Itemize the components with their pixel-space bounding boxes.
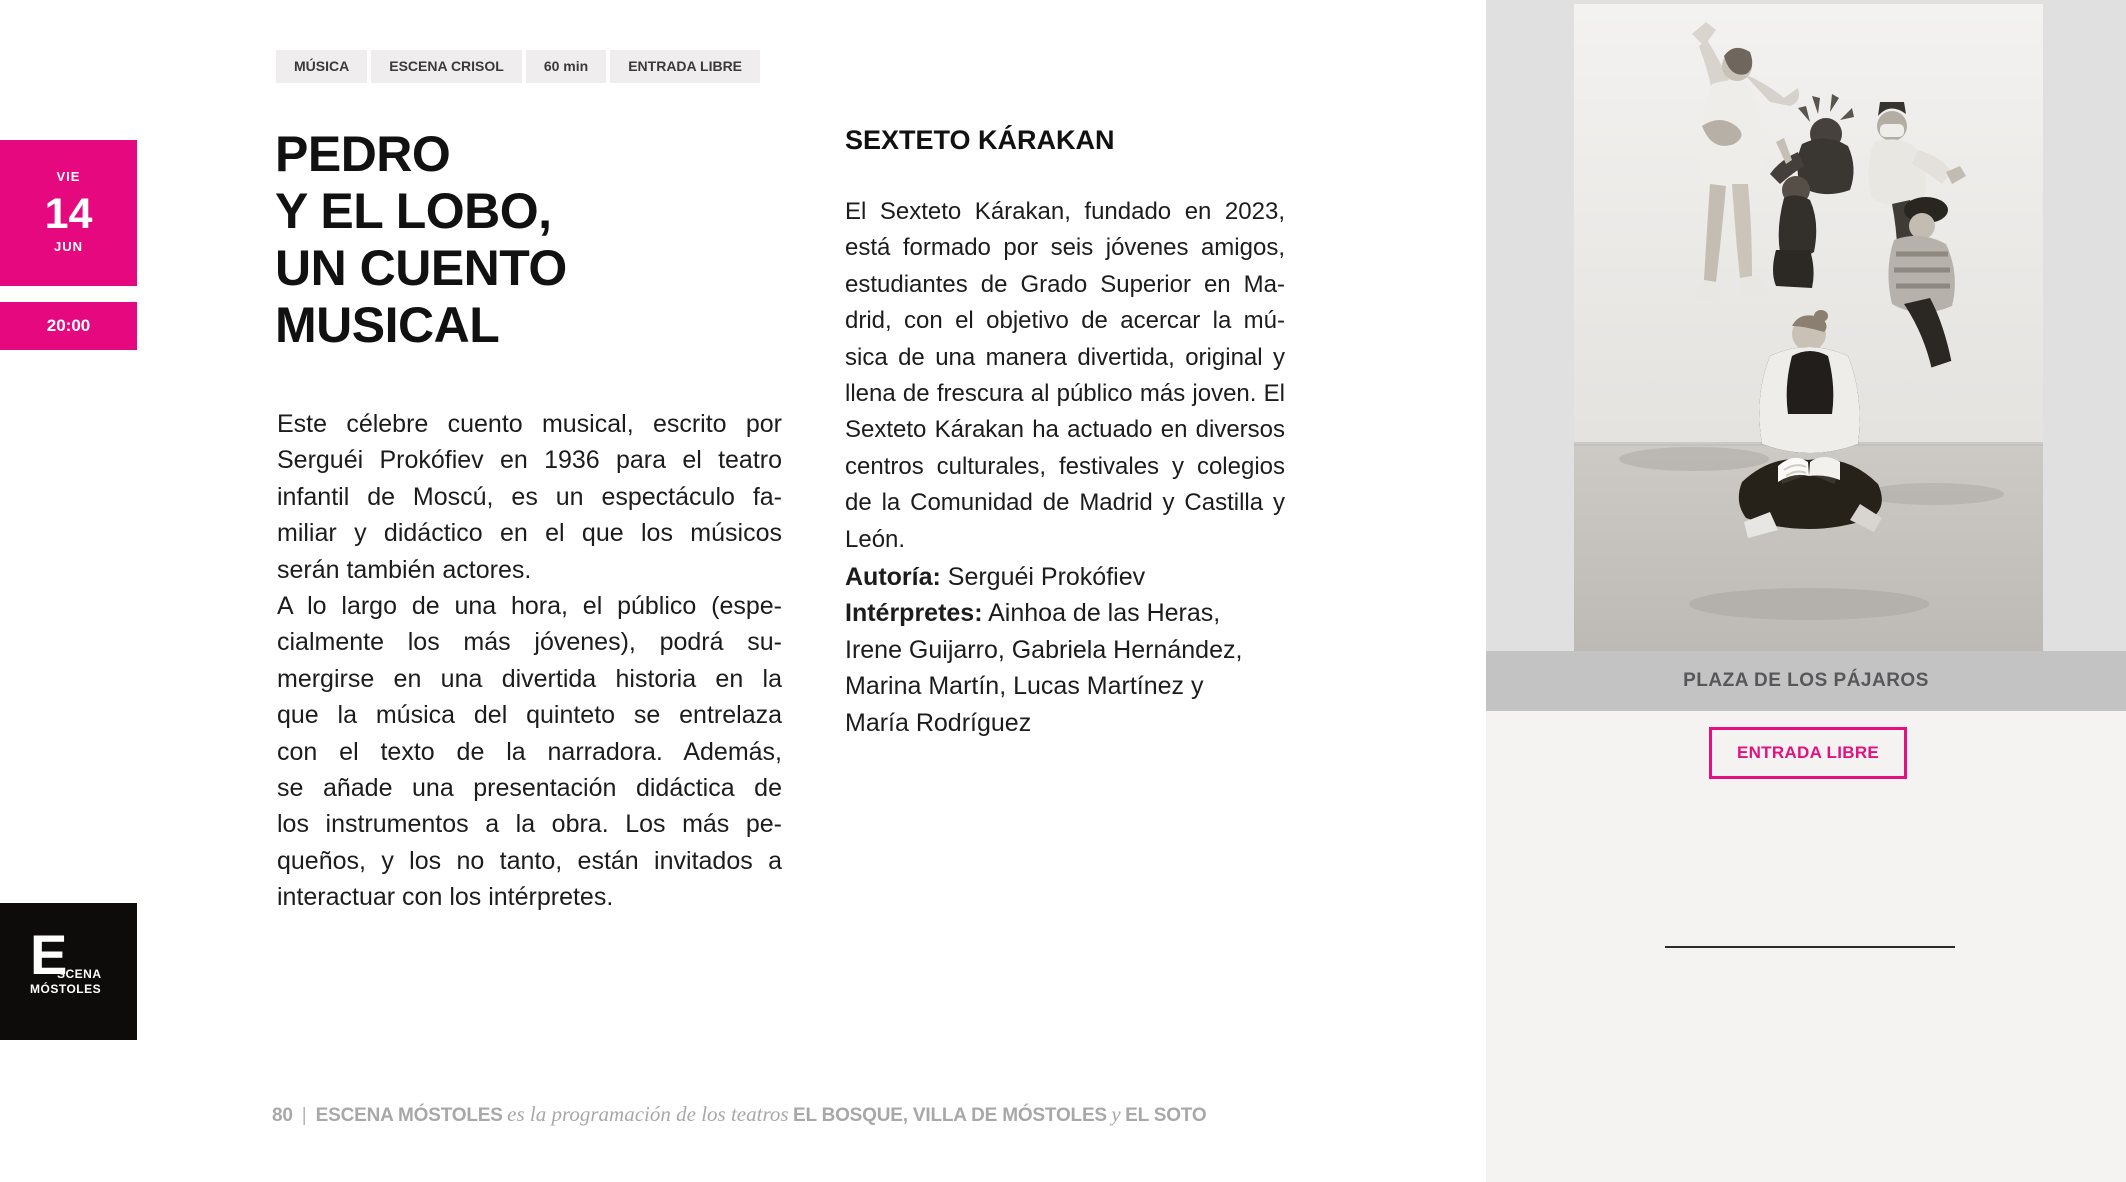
text-line: está formado por seis jóvenes amigos, [845, 234, 1285, 262]
month-name: JUN [53, 239, 83, 254]
logo-initial: E [30, 923, 68, 986]
entrada-libre-button[interactable] [1709, 727, 1907, 779]
text-line: María Rodríguez [845, 708, 1032, 737]
text-line: León. [845, 525, 906, 553]
text-line: sica de una manera divertida, original y [845, 343, 1285, 371]
company-bio [845, 194, 1285, 558]
text-line: centros culturales, festivales y colegios [845, 452, 1285, 480]
credit-autoria [845, 559, 1315, 595]
tag-chip: 60 min [526, 50, 606, 83]
credit-interpretes [845, 595, 1315, 631]
description-column [277, 406, 782, 916]
credit-value: Serguéi Prokófiev [947, 563, 1146, 591]
time-badge: 20:00 [0, 302, 137, 350]
text-line: A lo largo de una hora, el público (espe- [277, 592, 782, 621]
footer-and: y [1111, 1102, 1121, 1126]
text-line: drid, con el objetivo de acercar la mú- [845, 307, 1285, 335]
venue-caption-band [1486, 651, 2126, 711]
text-line: se añade una presentación didáctica de [277, 774, 782, 803]
credit-label: Intérpretes: [845, 599, 983, 628]
title-line: PEDRO [275, 126, 451, 182]
text-line: llena de frescura al público más joven. El [845, 380, 1285, 408]
text-line: Sexteto Kárakan ha actuado en diversos [845, 416, 1285, 444]
show-title [275, 126, 567, 354]
title-line: UN CUENTO [275, 240, 567, 296]
credits-block [845, 559, 1315, 741]
company-heading: SEXTETO KÁRAKAN [845, 125, 1115, 155]
credit-interpretes-continued [845, 632, 1315, 741]
logo-word-rest: SCENA [57, 967, 102, 981]
day-number: 14 [44, 190, 93, 238]
footer-separator: | [301, 1105, 307, 1126]
entrada-libre-label: ENTRADA LIBRE [1736, 743, 1880, 762]
tag-row [276, 50, 760, 83]
text-line: interactuar con los intérpretes. [277, 883, 614, 912]
escena-mostoles-logo [0, 903, 137, 1040]
venue-panel [1486, 0, 2126, 1182]
credit-label: Autoría: [845, 563, 941, 591]
footer-theaters: EL BOSQUE, VILLA DE MÓSTOLES [792, 1105, 1107, 1126]
credit-value: Ainhoa de las Heras, [988, 599, 1221, 628]
logo-word-bottom: MÓSTOLES [30, 982, 102, 996]
divider-line [1665, 946, 1955, 948]
description-paragraph-2 [277, 588, 782, 916]
text-line: estudiantes de Grado Superior en Ma- [845, 270, 1285, 298]
text-line: Este célebre cuento musical, escrito por [277, 410, 782, 438]
title-line: MUSICAL [275, 297, 500, 353]
tag-chip: ESCENA CRISOL [371, 50, 522, 83]
tag-chip: MÚSICA [276, 50, 367, 83]
footer-tagline: es la programación de los teatros [507, 1102, 789, 1126]
text-line: infantil de Moscú, es un espectáculo fa- [277, 482, 782, 511]
text-line: Irene Guijarro, Gabriela Hernández, [845, 635, 1243, 664]
footer-theater-last: EL SOTO [1125, 1105, 1207, 1126]
performers-photo-illustration [1574, 4, 2043, 651]
text-line: mergirse en una divertida historia en la [277, 664, 782, 693]
performers-photo [1574, 4, 2043, 651]
venue-caption: PLAZA DE LOS PÁJAROS [1683, 670, 1929, 691]
description-paragraph-1 [277, 406, 782, 588]
text-line: los instrumentos a la obra. Los más pe- [277, 810, 782, 839]
text-line: con el texto de la narradora. Además, [277, 737, 782, 766]
text-line: El Sexteto Kárakan, fundado en 2023, [845, 198, 1285, 225]
footer-brand: ESCENA MÓSTOLES [315, 1105, 503, 1126]
text-line: de la Comunidad de Madrid y Castilla y [845, 489, 1285, 517]
page-footer [272, 1100, 1206, 1128]
text-line: Serguéi Prokófiev en 1936 para el teatro [277, 446, 782, 475]
date-badge [0, 140, 137, 286]
text-line: miliar y didáctico en el que los músicos [277, 519, 782, 548]
text-line: queños, y los no tanto, están invitados a [277, 846, 782, 875]
page-number: 80 [272, 1105, 293, 1126]
tag-chip: ENTRADA LIBRE [610, 50, 760, 83]
text-line: cialmente los más jóvenes), podrá su- [277, 628, 782, 657]
text-line: que la música del quinteto se entrelaza [277, 701, 782, 730]
day-name: VIE [56, 169, 81, 184]
text-line: Marina Martín, Lucas Martínez y [845, 672, 1204, 701]
title-line: Y EL LOBO, [275, 183, 552, 239]
text-line: serán también actores. [277, 555, 532, 584]
